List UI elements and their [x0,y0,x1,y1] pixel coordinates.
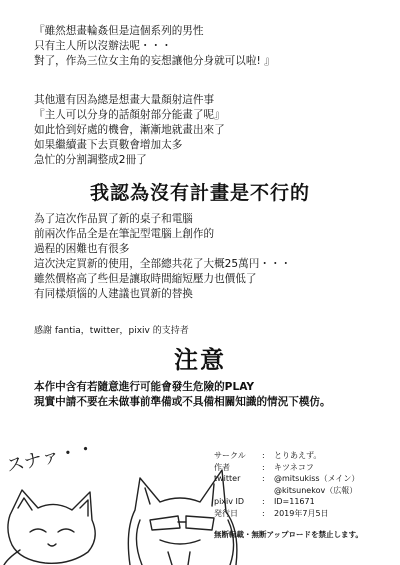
text-line: 如果繼續畫下去頁數會增加太多 [34,139,183,151]
text-line: 其他還有因為總是想畫大量顏射這件事 [34,94,215,106]
colophon-separator: : [262,474,265,483]
story-paragraph [34,93,384,168]
intro-paragraph [34,24,384,69]
text-line: 這次決定買新的使用，全部總共花了大概25萬円・・・ [34,258,292,270]
section-heading-caution: 注意 [174,346,226,374]
text-line: 為了這次作品買了新的桌子和電腦 [34,213,193,225]
thanks-line: 感謝 fantia，twitter，pixiv 的支持者 [34,326,189,336]
colophon-key [214,485,262,497]
colophon-separator [262,485,274,497]
text-line: 急忙的分割調整成2冊了 [34,154,147,166]
warning-paragraph [34,380,384,410]
text-line: 前兩次作品全是在筆記型電腦上創作的 [34,228,215,240]
colophon-separator: : [262,451,265,460]
colophon-key: サークル [214,451,246,460]
sound-effect-text: スナァ・・ [4,437,97,477]
text-line: 如此恰到好處的機會，漸漸地就畫出來了 [34,124,225,136]
text-line: 『雖然想畫輪姦但是這個系列的男性 [34,25,204,37]
colophon [214,450,359,519]
colophon-value: @mitsukiss（メイン） [274,474,360,483]
text-line: 雖然價格高了些但是讓取時間縮短壓力也價低了 [34,273,257,285]
colophon-separator: : [262,462,265,472]
colophon-value: キツネコフ [274,462,314,472]
text-line: 對了，作為三位女主角的妄想讓他分身就可以啦! 』 [34,55,275,67]
text-line: 『主人可以分身的話顏射部分能畫了呢』 [34,109,225,121]
colophon-row [214,462,359,474]
colophon-value: ID=11671 [274,497,315,506]
text-line: 本作中含有若隨意進行可能會發生危險的PLAY [34,381,255,393]
text-line: 過程的困難也有很多 [34,243,130,255]
colophon-value: とりあえず。 [274,451,322,460]
colophon-key: 発行日 [214,508,238,518]
colophon-key: twitter [214,474,241,483]
text-line: 只有主人所以沒辦法呢・・・ [34,40,172,52]
section-heading-plan: 我認為沒有計畫是不行的 [89,182,310,204]
text-line: 有同樣煩惱的人建議也買新的替換 [34,288,193,300]
text-line: 現實中請不要在未做事前準備或不具備相關知識的情況下模仿。 [34,396,331,408]
pc-paragraph [34,212,384,302]
colophon-value: 2019年7月5日 [274,508,329,518]
colophon-row [214,473,359,485]
colophon-separator: : [262,497,265,506]
colophon-value: @kitsunekov（広報） [274,485,358,495]
colophon-key: 作者 [214,462,230,472]
colophon-row [214,508,359,520]
colophon-row [214,450,359,462]
copyright-notice: 無断転載・無断アップロードを禁止します。 [214,530,363,539]
colophon-key: pixiv ID [214,497,245,506]
colophon-separator: : [262,508,265,518]
colophon-row [214,496,359,508]
colophon-row [214,485,359,497]
